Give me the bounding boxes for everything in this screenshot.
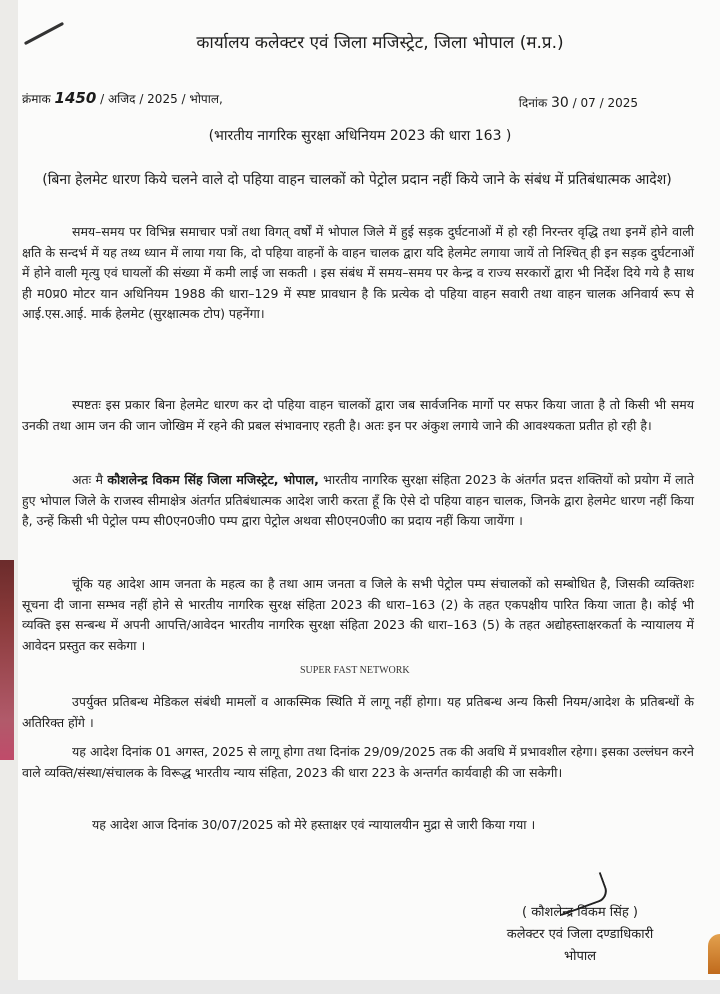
order-subject: (बिना हेलमेट धारण किये चलने वाले दो पहिया वाहन चालकों को पेट्रोल प्रदान नहीं किये जाने के संबंध में प्रतिबंधात्मक आदेश)	[42, 172, 672, 188]
ref-number-handwritten: 1450	[54, 89, 97, 107]
paragraph-3-pre: अतः मै	[72, 472, 108, 487]
signature-block	[470, 902, 690, 968]
ref-suffix: / अजिद / 2025 / भोपाल,	[96, 92, 223, 106]
paragraph-7: यह आदेश आज दिनांक 30/07/2025 को मेरे हस्ताक्षर एवं न्यायालयीन मुद्रा से जारी किया गया ।	[92, 817, 536, 832]
date-rest: / 07 / 2025	[568, 96, 638, 110]
watermark: SUPER FAST NETWORK	[300, 665, 410, 676]
order-date	[519, 94, 638, 111]
paragraph-3	[22, 470, 694, 532]
background-edge	[0, 560, 14, 760]
reference-number	[22, 89, 223, 107]
magistrate-name: कौशलेन्द्र विकम सिंह जिला मजिस्ट्रेट, भोपाल,	[107, 472, 319, 487]
ref-prefix: क्रंमाक	[22, 92, 55, 106]
date-day-handwritten: 30	[551, 95, 569, 111]
date-label: दिनांक	[518, 96, 552, 110]
bottom-margin	[0, 980, 720, 994]
background-corner	[708, 934, 720, 974]
office-title: कार्यालय कलेक्टर एवं जिला मजिस्ट्रेट, जिला भोपाल (म.प्र.)	[196, 33, 564, 53]
act-reference: (भारतीय नागरिक सुरक्षा अधिनियम 2023 की धारा 163 )	[208, 128, 512, 144]
signatory-place: भोपाल	[563, 949, 597, 964]
paragraph-3-post: भारतीय नागरिक सुरक्षा संहिता 2023 के अंतर्गत प्रदत्त शक्तियों को प्रयोग में लाते हुए भोपाल जिले के राजस्व सीमाक्षेत्र अंतर्गत प्रतिबंधात्मक आदेश जारी करता हूँ कि ऐसे दो पहिया वाहन चालक, जिनके द्वारा हेलमेट धारण नहीं किया है, उन्हें किसी भी पेट्रोल पम्प सी0एन0जी0 पम्प द्वारा पेट्रोल अथवा सी0एन0जी0 का प्रदाय नहीं किया जायेंगा ।	[22, 472, 695, 528]
paragraph-5: उपर्युक्त प्रतिबन्ध मेडिकल संबंधी मामलों व आकस्मिक स्थिति में लागू नहीं होगा। यह प्रतिबन्ध अन्य किसी नियम/आदेश के प्रतिबन्धों के अतिरिक्त होंगे ।	[22, 694, 694, 730]
signatory-designation: कलेक्टर एवं जिला दण्डाधिकारी	[506, 927, 654, 942]
paragraph-6: यह आदेश दिनांक 01 अगस्त, 2025 से लागू होगा तथा दिनांक 29/09/2025 तक की अवधि में प्रभावशील रहेगा। इसका उल्लंघन करने वाले व्यक्ति/संस्था/संचालक के विरूद्ध भारतीय न्याय संहिता, 2023 की धारा 223 के अन्तर्गत कार्यवाही की जा सकेगी।	[22, 744, 694, 780]
paragraph-1: समय–समय पर विभिन्न समाचार पत्रों तथा विगत् वर्षों में भोपाल जिले में हुई सड़क दुर्घटनाओं में हो रही निरन्तर वृद्धि तथा इनमें होने वाली क्षति के सन्दर्भ में यह तथ्य ध्यान में लाया गया कि, दो पहिया वाहनों के वाहन चालक द्वारा यदि हेलमेट लगाया जायें तो निश्चित् ही इन सड़क दुर्घटनाओं में होने वाली मृत्यु एवं घायलों की संख्या में कमी लाई जा सकती । इस संबंध में समय–समय पर केन्द्र व राज्य सरकारों द्वारा भी निर्देश दिये गये है साथ ही म0प्र0 मोटर यान अधिनियम 1988 की धारा–129 में स्पष्ट प्रावधान है कि प्रत्येक दो पहिया वाहन सवारी तथा वाहन चालक अनिवार्य रूप से आई.एस.आई. मार्क हेलमेट (सुरक्षात्मक टोप) पहनेंगा।	[22, 224, 694, 321]
paragraph-2: स्पष्टतः इस प्रकार बिना हेलमेट धारण कर दो पहिया वाहन चालकों द्वारा जब सार्वजनिक मार्गो पर सफर किया जाता है तो किसी भी समय उनकी तथा आम जन की जान जोखिम में रहने की प्रबल संभावनाए रहती है। अतः इन पर अंकुश लगाये जाने की आवश्यकता प्रतीत हो रही है।	[22, 397, 694, 433]
paragraph-4: चूंकि यह आदेश आम जनता के महत्व का है तथा आम जनता व जिले के सभी पेट्रोल पम्प संचालकों को सम्बोधित है, जिसकी व्यक्तिशः सूचना दी जाना सम्भव नहीं होने से भारतीय नागरिक सुरक्ष संहिता 2023 की धारा–163 (2) के तहत एकपक्षीय पारित किया जाता है। कोई भी व्यक्ति इस सन्बन्ध में अपनी आपत्ति/आवेदन भारतीय नागरिक सुरक्षा संहिता 2023 की धारा–163 (5) के तहत अद्योहस्ताक्षरकर्ता के न्यायालय में आवेदन प्रस्तुत कर सकेगा ।	[22, 576, 694, 653]
signatory-name: ( कौशलेन्द्र विकम सिंह )	[521, 905, 638, 920]
